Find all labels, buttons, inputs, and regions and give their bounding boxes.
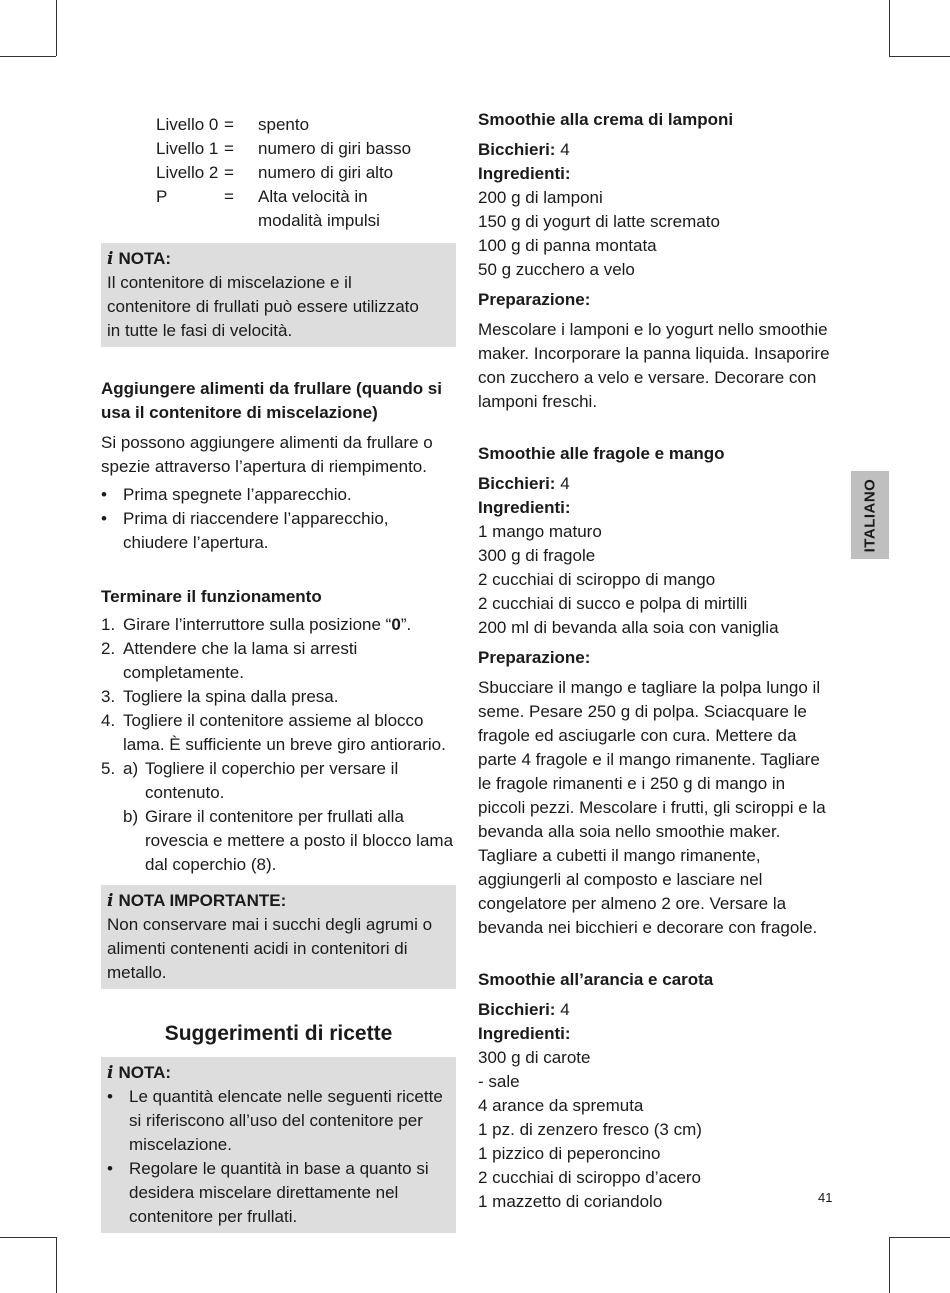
level-row: P = Alta velocità in modalità impulsi: [156, 187, 380, 230]
ingredient: 200 ml di bevanda alla soia con vaniglia: [478, 618, 779, 637]
right-column: [478, 108, 833, 1214]
left-column: [101, 113, 456, 1233]
section-heading: Aggiungere alimenti da frullare (quando si usa il contenitore di miscelazione): [101, 379, 442, 422]
important-note-box: [101, 885, 456, 989]
ingredient: 1 mango maturo: [478, 522, 602, 541]
ingredient: 4 arance da spremuta: [478, 1096, 644, 1115]
ingredient: 1 mazzetto di coriandolo: [478, 1192, 663, 1211]
ingredient: 200 g di lamponi: [478, 188, 603, 207]
crop-mark: [889, 1237, 950, 1238]
sub-item: b) Girare il contenitore per frullati alla rovescia e mettere a posto il blocco lama dal coperchio (8).: [123, 807, 454, 874]
speed-levels: [156, 113, 456, 233]
list-item: [101, 805, 456, 877]
ingredient: 100 g di panna montata: [478, 236, 657, 255]
recipe-title: Smoothie alle fragole e mango: [478, 444, 725, 463]
level-row: Livello 1 = numero di giri basso: [156, 139, 412, 158]
level-row: Livello 0 = spento: [156, 115, 310, 134]
language-tab: ITALIANO: [851, 471, 889, 559]
bullet-list: [101, 483, 456, 555]
crop-mark: [0, 1237, 56, 1238]
preparation-text: Mescolare i lamponi e lo yogurt nello smoothie maker. Incorporare la panna liquida. Insaporire con zucchero a velo e versare. Decorare con lamponi freschi.: [478, 320, 830, 411]
ingredient: 150 g di yogurt di latte scremato: [478, 212, 720, 231]
note-text: Non conservare mai i succhi degli agrumi o alimenti contenenti acidi in contenitori di metallo.: [107, 915, 433, 982]
crop-mark: [56, 1237, 57, 1293]
level-row: Livello 2 = numero di giri alto: [156, 163, 394, 182]
note-title: NOTA:: [118, 1063, 172, 1082]
ingredient: 2 cucchiai di sciroppo d’acero: [478, 1168, 702, 1187]
list-item: 4. Togliere il contenitore assieme al blocco lama. È sufficiente un breve giro antiorario.: [101, 711, 446, 754]
ingredient: 1 pz. di zenzero fresco (3 cm): [478, 1120, 702, 1139]
finish-section: [101, 585, 456, 877]
list-item: • Regolare le quantità in base a quanto si desidera miscelare direttamente nel contenitore per frullati.: [107, 1159, 429, 1226]
note-title: NOTA:: [118, 249, 172, 268]
list-item: 5. a) Togliere il coperchio per versare il contenuto.: [101, 757, 456, 805]
ingredient: 2 cucchiai di sciroppo di mango: [478, 570, 716, 589]
crop-mark: [889, 1237, 890, 1293]
info-icon: i: [107, 891, 114, 911]
recipe-title: Smoothie alla crema di lamponi: [478, 110, 734, 129]
info-icon: i: [107, 1063, 114, 1083]
note-box: [101, 243, 456, 347]
bullet-list: [107, 1085, 450, 1229]
list-item: 3. Togliere la spina dalla presa.: [101, 687, 339, 706]
numbered-list: [101, 613, 456, 877]
list-item: 1. Girare l’interruttore sulla posizione “0”.: [101, 615, 412, 634]
note-text: Il contenitore di miscelazione e il contenitore di frullati può essere utilizzato in tutte le fasi di velocità.: [107, 273, 419, 340]
crop-mark: [889, 0, 890, 56]
paragraph: Si possono aggiungere alimenti da frullare o spezie attraverso l’apertura di riempimento.: [101, 433, 433, 476]
note-title: NOTA IMPORTANTE:: [118, 891, 287, 910]
recipe: Smoothie all’arancia e carota Bicchieri: 4 Ingredienti: 300 g di carote - sale 4 arance da spremuta 1 pz. di zenzero fresco (3 cm) 1 pizzico di peperoncino 2 cucchiai di sciroppo d’acero 1 mazzetto di coriandolo: [478, 968, 833, 1214]
ingredient: 50 g zucchero a velo: [478, 260, 635, 279]
ingredient: 1 pizzico di peperoncino: [478, 1144, 661, 1163]
section-heading: Terminare il funzionamento: [101, 587, 322, 606]
ingredient: 2 cucchiai di succo e polpa di mirtilli: [478, 594, 748, 613]
list-item: 2. Attendere che la lama si arresti completamente.: [101, 639, 358, 682]
list-item: • Le quantità elencate nelle seguenti ricette si riferiscono all’uso del contenitore per miscelazione.: [107, 1087, 443, 1154]
preparation-text: Sbucciare il mango e tagliare la polpa lungo il seme. Pesare 250 g di polpa. Sciacquare le fragole ed asciugarle con cura. Mettere da parte 4 fragole e il mango rimanente. Tagliare le fragole rimanenti e i 250 g di mango in piccoli pezzi. Mescolare i frutti, gli sciroppi e la bevanda alla soia nello smoothie maker. Tagliare a cubetti il mango rimanente, aggiungerli al composto e lasciare nel congelatore per almeno 2 ore. Versare la bevanda nei bicchieri e decorare con fragole.: [478, 678, 826, 937]
recipes-title: Suggerimenti di ricette: [164, 1022, 393, 1045]
crop-mark: [56, 0, 57, 56]
page-number: 41: [818, 1190, 833, 1205]
crop-mark: [889, 56, 950, 57]
recipe: Smoothie alla crema di lamponi Bicchieri: 4 Ingredienti: 200 g di lamponi 150 g di yogurt di latte scremato 100 g di panna montata 50 g zucchero a velo Preparazione: Mescolare i lamponi e lo yogurt nello smoothie maker. Incorporare la panna liquida. Insaporire con zucchero a velo e versare. Decorare con lamponi freschi.: [478, 108, 833, 414]
list-item: • Prima di riaccendere l’apparecchio, chiudere l’apertura.: [101, 509, 389, 552]
ingredient: 300 g di carote: [478, 1048, 591, 1067]
recipes-note-box: [101, 1057, 456, 1233]
crop-mark: [0, 56, 56, 57]
add-food-section: [101, 377, 456, 555]
recipe: Smoothie alle fragole e mango Bicchieri: 4 Ingredienti: 1 mango maturo 300 g di fragole 2 cucchiai di sciroppo di mango 2 cucchiai di succo e polpa di mirtilli 200 ml di bevanda alla soia con vaniglia Preparazione: Sbucciare il mango e tagliare la polpa lungo il seme. Pesare 250 g di polpa. Sciacquare le fragole ed asciugarle con cura. Mettere da parte 4 fragole e il mango rimanente. Tagliare le fragole rimanenti e i 250 g di mango in piccoli pezzi. Mescolare i frutti, gli sciroppi e la bevanda alla soia nello smoothie maker. Tagliare a cubetti il mango rimanente, aggiungerli al composto e lasciare nel congelatore per almeno 2 ore. Versare la bevanda nei bicchieri e decorare con fragole.: [478, 442, 833, 940]
info-icon: i: [107, 249, 114, 269]
list-item: • Prima spegnete l’apparecchio.: [101, 485, 352, 504]
ingredient: - sale: [478, 1072, 520, 1091]
ingredient: 300 g di fragole: [478, 546, 596, 565]
sub-item: a) Togliere il coperchio per versare il contenuto.: [123, 759, 399, 802]
recipe-title: Smoothie all’arancia e carota: [478, 970, 714, 989]
